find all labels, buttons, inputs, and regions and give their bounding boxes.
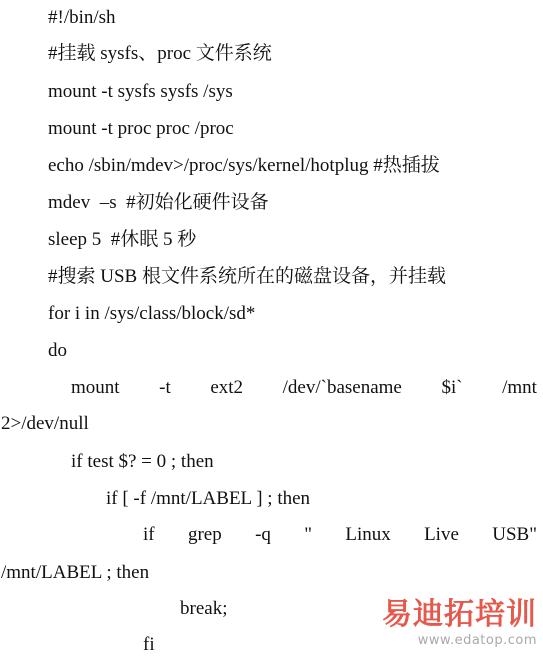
code-line: if [ -f /mnt/LABEL ] ; then: [106, 488, 311, 509]
code-line: #!/bin/sh: [48, 7, 116, 28]
watermark-logo: [377, 597, 537, 657]
code-line: for i in /sys/class/block/sd*: [48, 303, 256, 324]
code-line: mdev –s #初始化硬件设备: [48, 192, 269, 213]
code-line: sleep 5 #休眠 5 秒: [48, 229, 197, 250]
code-line: /mnt/LABEL ; then: [1, 562, 150, 583]
code-line: echo /sbin/mdev>/proc/sys/kernel/hotplug #热插拔: [48, 155, 440, 176]
code-line: mount -t proc proc /proc: [48, 118, 234, 139]
code-token: ext2: [210, 377, 244, 398]
code-token: if: [143, 524, 155, 545]
code-comment: #搜索 USB 根文件系统所在的磁盘设备，并挂载: [48, 266, 446, 287]
code-line: 2>/dev/null: [1, 413, 89, 434]
code-line: if test $? = 0 ; then: [71, 451, 214, 472]
code-token: mount: [71, 377, 120, 398]
code-token: -q: [255, 524, 271, 545]
code-token: grep: [187, 524, 222, 545]
watermark-url: www.edatop.com: [417, 633, 537, 648]
code-token: Live: [424, 524, 459, 545]
code-line: break;: [180, 598, 228, 619]
code-line: do: [48, 340, 67, 361]
code-token: /dev/`basename: [282, 377, 402, 398]
code-token: -t: [159, 377, 171, 398]
code-token: ": [304, 524, 312, 545]
code-token: USB": [492, 524, 537, 545]
code-comment: #挂载 sysfs、proc 文件系统: [48, 43, 272, 64]
code-token: /mnt: [502, 377, 537, 398]
code-token: $i`: [441, 377, 463, 398]
code-line-justified: [143, 522, 537, 548]
code-token: Linux: [345, 524, 391, 545]
watermark-title: 易迪拓培训: [382, 597, 537, 632]
code-line-justified: [71, 375, 537, 401]
code-line: mount -t sysfs sysfs /sys: [48, 81, 233, 102]
code-line: fi: [143, 634, 155, 655]
